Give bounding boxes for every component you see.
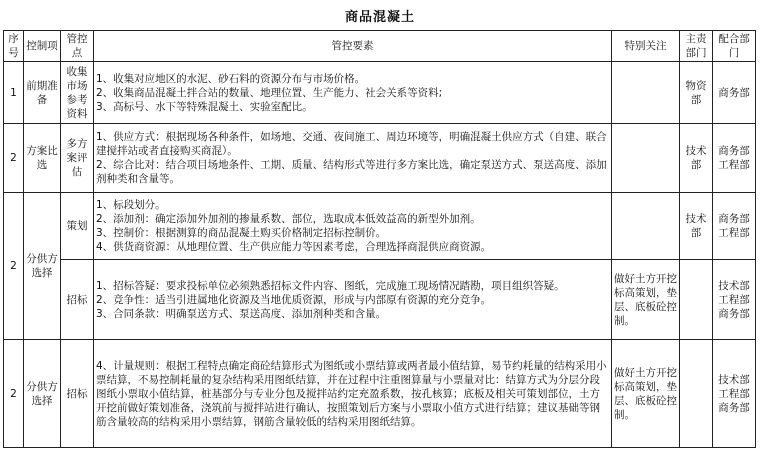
cell-focus (612, 124, 680, 193)
cell-assist: 商务部工程部 (713, 193, 756, 260)
requirement-line: 2、收集商品混凝土拌合站的数量、地理位置、生产能力、社会关系等资料; (96, 86, 443, 99)
requirement-line: 4、供货商资源：从地理位置、生产供应能力等因素考虑，合理选择商混供应商资源。 (96, 241, 492, 253)
cell-focus: 做好土方开挖标高策划，垫层、底板砼控制。 (612, 340, 680, 448)
cell-requirements (94, 260, 612, 340)
requirement-line: 2、竞争性：适当引进属地化资源及当地优质资源，形成与内部原有资源的充分竞争。 (96, 293, 492, 306)
cell-point: 招标 (61, 260, 94, 340)
cell-point: 策划 (61, 193, 94, 260)
table-row (4, 124, 756, 193)
cell-item: 分供方选择 (24, 193, 61, 340)
cell-seq: 2 (4, 340, 24, 448)
header-seq: 序号 (4, 31, 24, 62)
table-row (4, 260, 756, 340)
cell-assist: 商务部 (713, 62, 756, 124)
table-header-row (4, 31, 756, 62)
cell-requirements (94, 124, 612, 193)
cell-point: 收集市场参考资料 (61, 62, 94, 124)
cell-point: 多方案评估 (61, 124, 94, 193)
header-focus: 特别关注 (612, 31, 680, 62)
requirement-line: 1、招标答疑：要求投标单位必须熟悉招标文件内容、图纸，完成施工现场情况踏勘，项目组织答疑。 (96, 279, 565, 292)
header-requirements: 管控要素 (94, 31, 612, 62)
cell-owner: 物资部 (680, 62, 713, 124)
header-assist: 配合部门 (713, 31, 756, 62)
table-row (4, 340, 756, 448)
cell-owner: 技术部 (680, 124, 713, 193)
table-row (4, 193, 756, 260)
cell-item: 前期准备 (24, 62, 61, 124)
requirement-line: 1、供应方式：根据现场各种条件，如场地、交通、夜间施工、周边环境等，明确混凝土供应方式（自建、联合建搅拌站或者直接购买商混）。 (96, 131, 607, 157)
cell-owner: 技术部 (680, 193, 713, 260)
cell-seq: 1 (4, 62, 24, 124)
requirement-line: 3、合同条款：明确泵送方式、泵送高度、添加剂种类和含量。 (96, 307, 387, 320)
cell-owner (680, 340, 713, 448)
requirement-line: 2、添加剂：确定添加外加剂的掺量系数、部位，选取成本低效益高的新型外加剂。 (96, 213, 481, 225)
cell-requirements (94, 193, 612, 260)
header-point: 管控点 (61, 31, 94, 62)
cell-requirements (94, 62, 612, 124)
requirement-line: 3、控制价：根据测算的商品混凝土购买价格制定招标控制价。 (96, 227, 387, 239)
cell-assist: 技术部工程部商务部 (713, 340, 756, 448)
requirement-line: 1、标段划分。 (96, 199, 166, 211)
cell-item: 分供方选择 (24, 340, 61, 448)
cell-seq: 2 (4, 193, 24, 340)
control-table (3, 30, 756, 448)
cell-focus (612, 193, 680, 260)
requirement-line: 1、收集对应地区的水泥、砂石料的资源分布与市场价格。 (96, 72, 366, 85)
header-item: 控制项 (24, 31, 61, 62)
cell-requirements (94, 340, 612, 448)
document-title: 商品混凝土 (344, 10, 415, 25)
cell-seq: 2 (4, 124, 24, 193)
cell-assist: 技术部工程部商务部 (713, 260, 756, 340)
table-row (4, 62, 756, 124)
cell-focus (612, 62, 680, 124)
cell-item: 方案比选 (24, 124, 61, 193)
requirement-line: 4、计量规则：根据工程特点确定商砼结算形式为图纸或小票结算或两者最小值结算，易节约耗量的结构采用小票结算，不易控制耗量的复杂结构采用图纸结算，并在过程中注重图算量与小票量对比：结算方式为分层分段图纸小票取小值结算，桩基部分与专业分包及搅拌站约定充盈系数，按孔核算；底板及相关可策划部位，土方开挖前做好策划准备，浇筑前与搅拌站进行确认，按照策划后方案与小票取小值方式进行结算；建议基础等钢筋含量较高的结构采用小票结算，钢筋含量较低的结构采用图纸结算。 (96, 359, 607, 428)
cell-owner (680, 260, 713, 340)
cell-point: 招标 (61, 340, 94, 448)
cell-focus: 做好土方开挖标高策划，垫层、底板砼控制。 (612, 260, 680, 340)
requirement-line: 2、综合比对：结合项目场地条件、工期、质量、结构形式等进行多方案比选，确定泵送方式、泵送高度、添加剂种类和含量等。 (96, 159, 607, 185)
header-owner: 主责部门 (680, 31, 713, 62)
cell-assist: 商务部工程部 (713, 124, 756, 193)
requirement-line: 3、高标号、水下等特殊混凝土、实验室配比。 (96, 100, 313, 113)
